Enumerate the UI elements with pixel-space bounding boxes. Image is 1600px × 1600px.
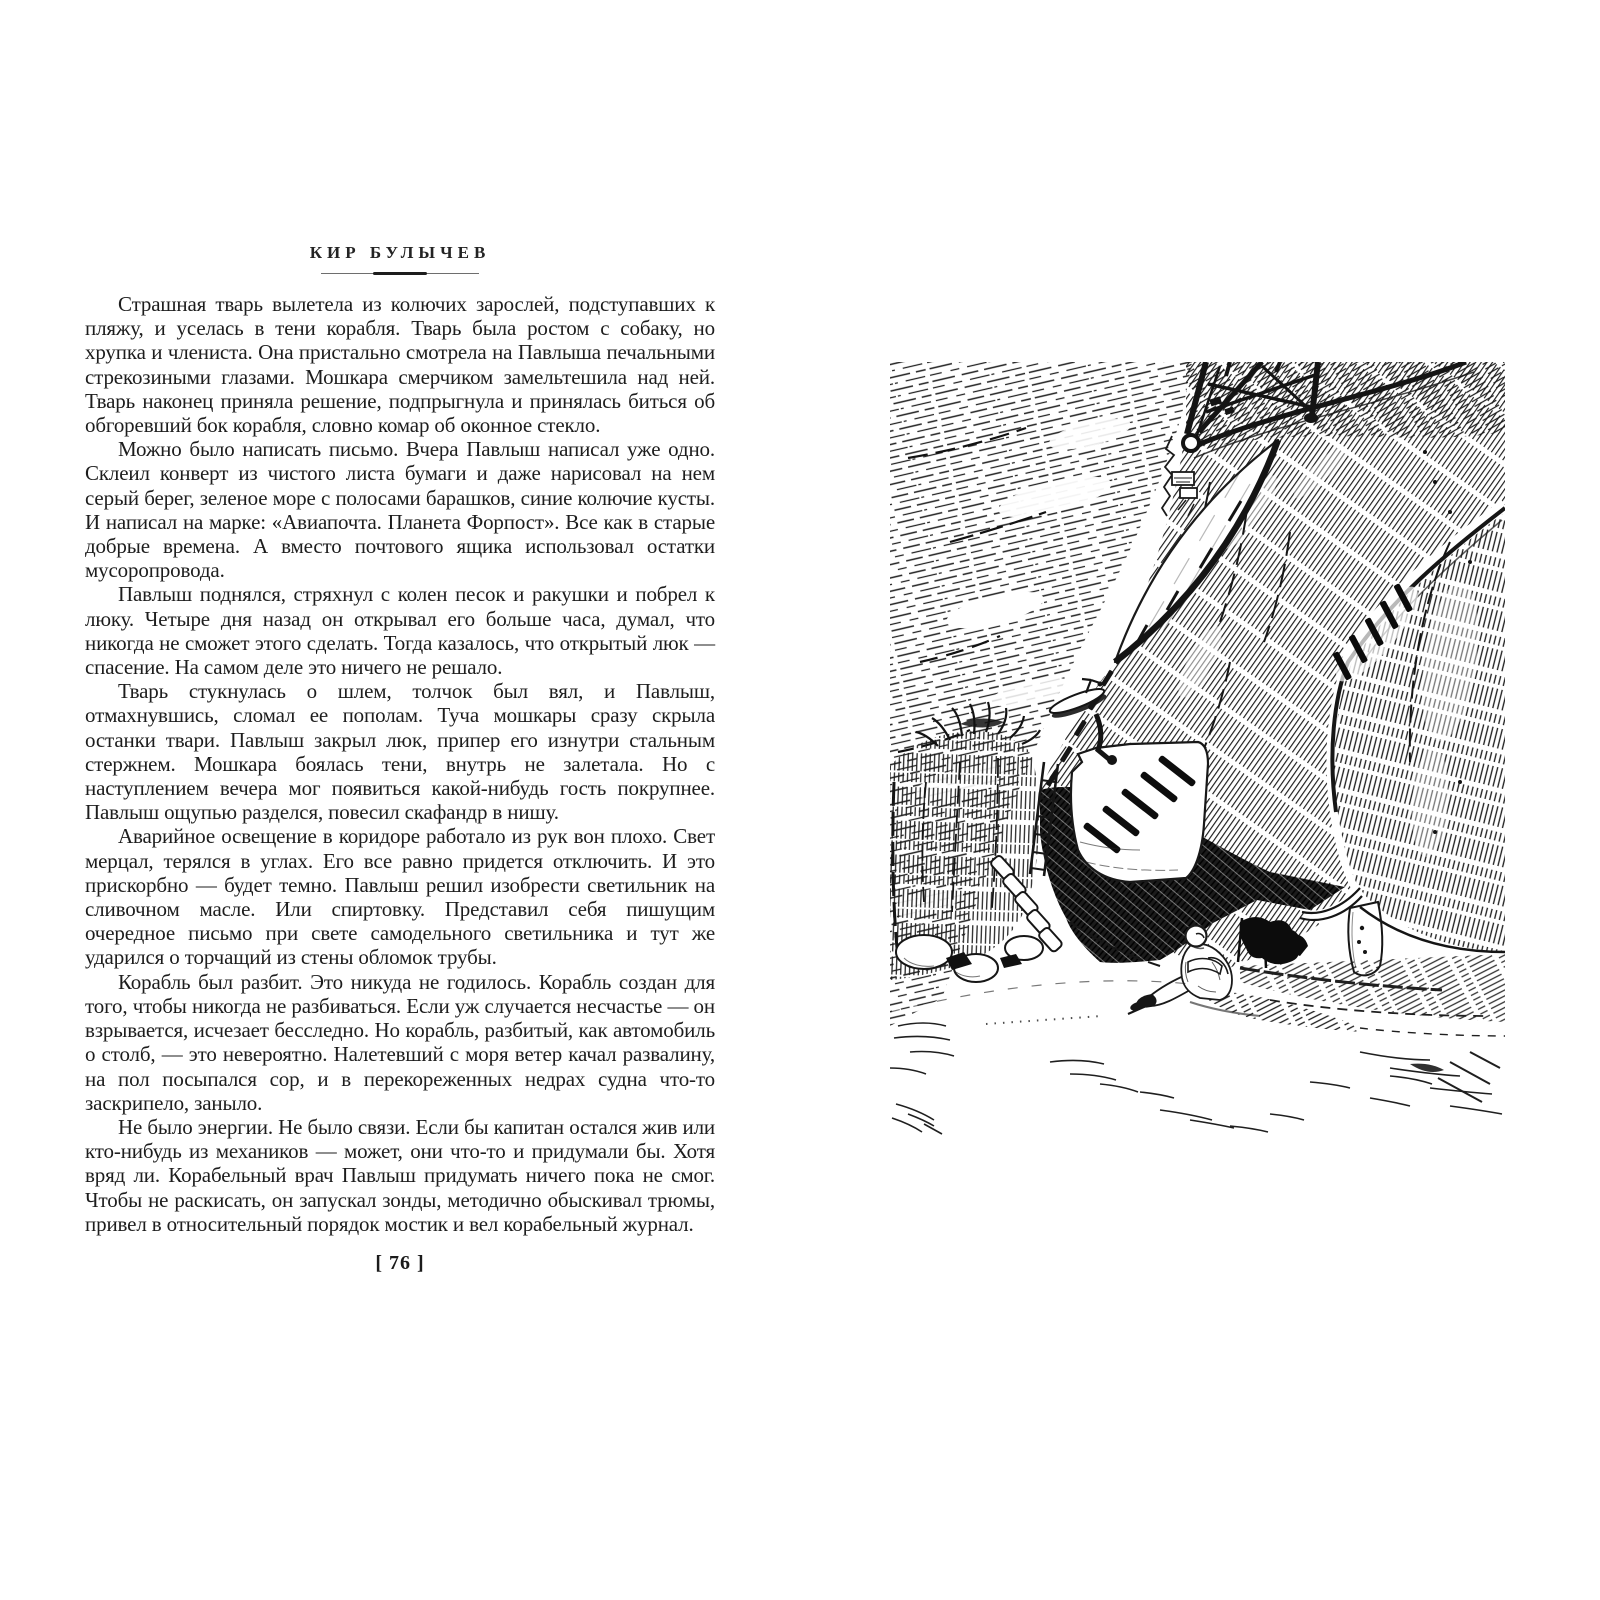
body-paragraph: Корабль был разбит. Это никуда не годилось. Корабль создан для того, чтобы никогда не разбиваться. Если уж случается несчастье — он взрывается, исчезает бесследно. Но корабль, разбитый, как автомобиль о столб, — это невероятно. Налетевший с моря ветер качал развалину, на пол посыпался сор, и в перекореженных недрах судна что-то заскрипело, заныло. [85,969,715,1115]
header-ornament-rule [321,272,479,276]
body-paragraph: Павлыш поднялся, стряхнул с колен песок и ракушки и побрел к люку. Четыре дня назад он открывал его больше часа, думал, что никогда не сможет этого сделать. Тогда казалось, что открытый люк — спасение. На самом деле это ничего не решало. [85,582,715,680]
page-number: [ 76 ] [375,1251,425,1274]
body-paragraph: Страшная тварь вылетела из колючих зарослей, подступавших к пляжу, и уселась в тени корабля. Тварь была ростом с собаку, но хрупка и члениста. Она пристально смотрела на Павлыша печальными стрекозиными глазами. Мошкара смерчиком замельтешила над ней. Тварь наконец приняла решение, подпрыгнула и принялась биться об обгоревший бок корабля, словно комар об оконное стекло. [85,292,715,438]
running-header: КИР БУЛЫЧЕВ [309,243,491,262]
spaceship-wreck-illustration [890,362,1505,1140]
body-paragraph: Аварийное освещение в коридоре работало из рук вон плохо. Свет мерцал, терялся в углах. Его все равно придется отключить. И это прискорбно — будет темно. Павлыш решил изобрести светильник на сливочном масле. Или спиртовку. Представил себя пишущим очередное письмо при свете самодельного светильника и тут же ударился о торчащий из стены обломок трубы. [85,824,715,970]
grille-panel [1071,742,1208,882]
spaceship-wreck-drawing [890,362,1505,1140]
body-paragraph: Можно было написать письмо. Вчера Павлыш написал уже одно. Склеил конверт из чистого листа бумаги и даже нарисовал на нем серый берег, зеленое море с полосами барашков, синие колючие кусты. И написал на марке: «Авиапочта. Планета Форпост». Все как в старые добрые времена. А вместо почтового ящика использовал остатки мусоропровода. [85,437,715,583]
ornament-thick-line [373,272,427,275]
body-paragraph: Тварь стукнулась о шлем, толчок был вял, и Павлыш, отмахнувшись, сломал ее пополам. Туча мошкары сразу скрыла останки твари. Павлыш закрыл люк, припер его изнутри стальным стержнем. Мошкара боялась тени, внутрь не залетала. Но с наступлением вечера мог появиться какой-нибудь гость покрупнее. Павлыш ощупью разделся, повесил скафандр в нишу. [85,679,715,825]
body-paragraph: Не было энергии. Не было связи. Если бы капитан остался жив или кто-нибудь из механиков — может, они что-то и придумали бы. Хотя вряд ли. Корабельный врач Павлыш придумать ничего пока не смог. Чтобы не раскисать, он запускал зонды, методично обыскивал трюмы, привел в относительный порядок мостик и вел корабельный журнал. [85,1114,715,1236]
page-body-text [85,292,715,1236]
left-page [85,243,715,1275]
